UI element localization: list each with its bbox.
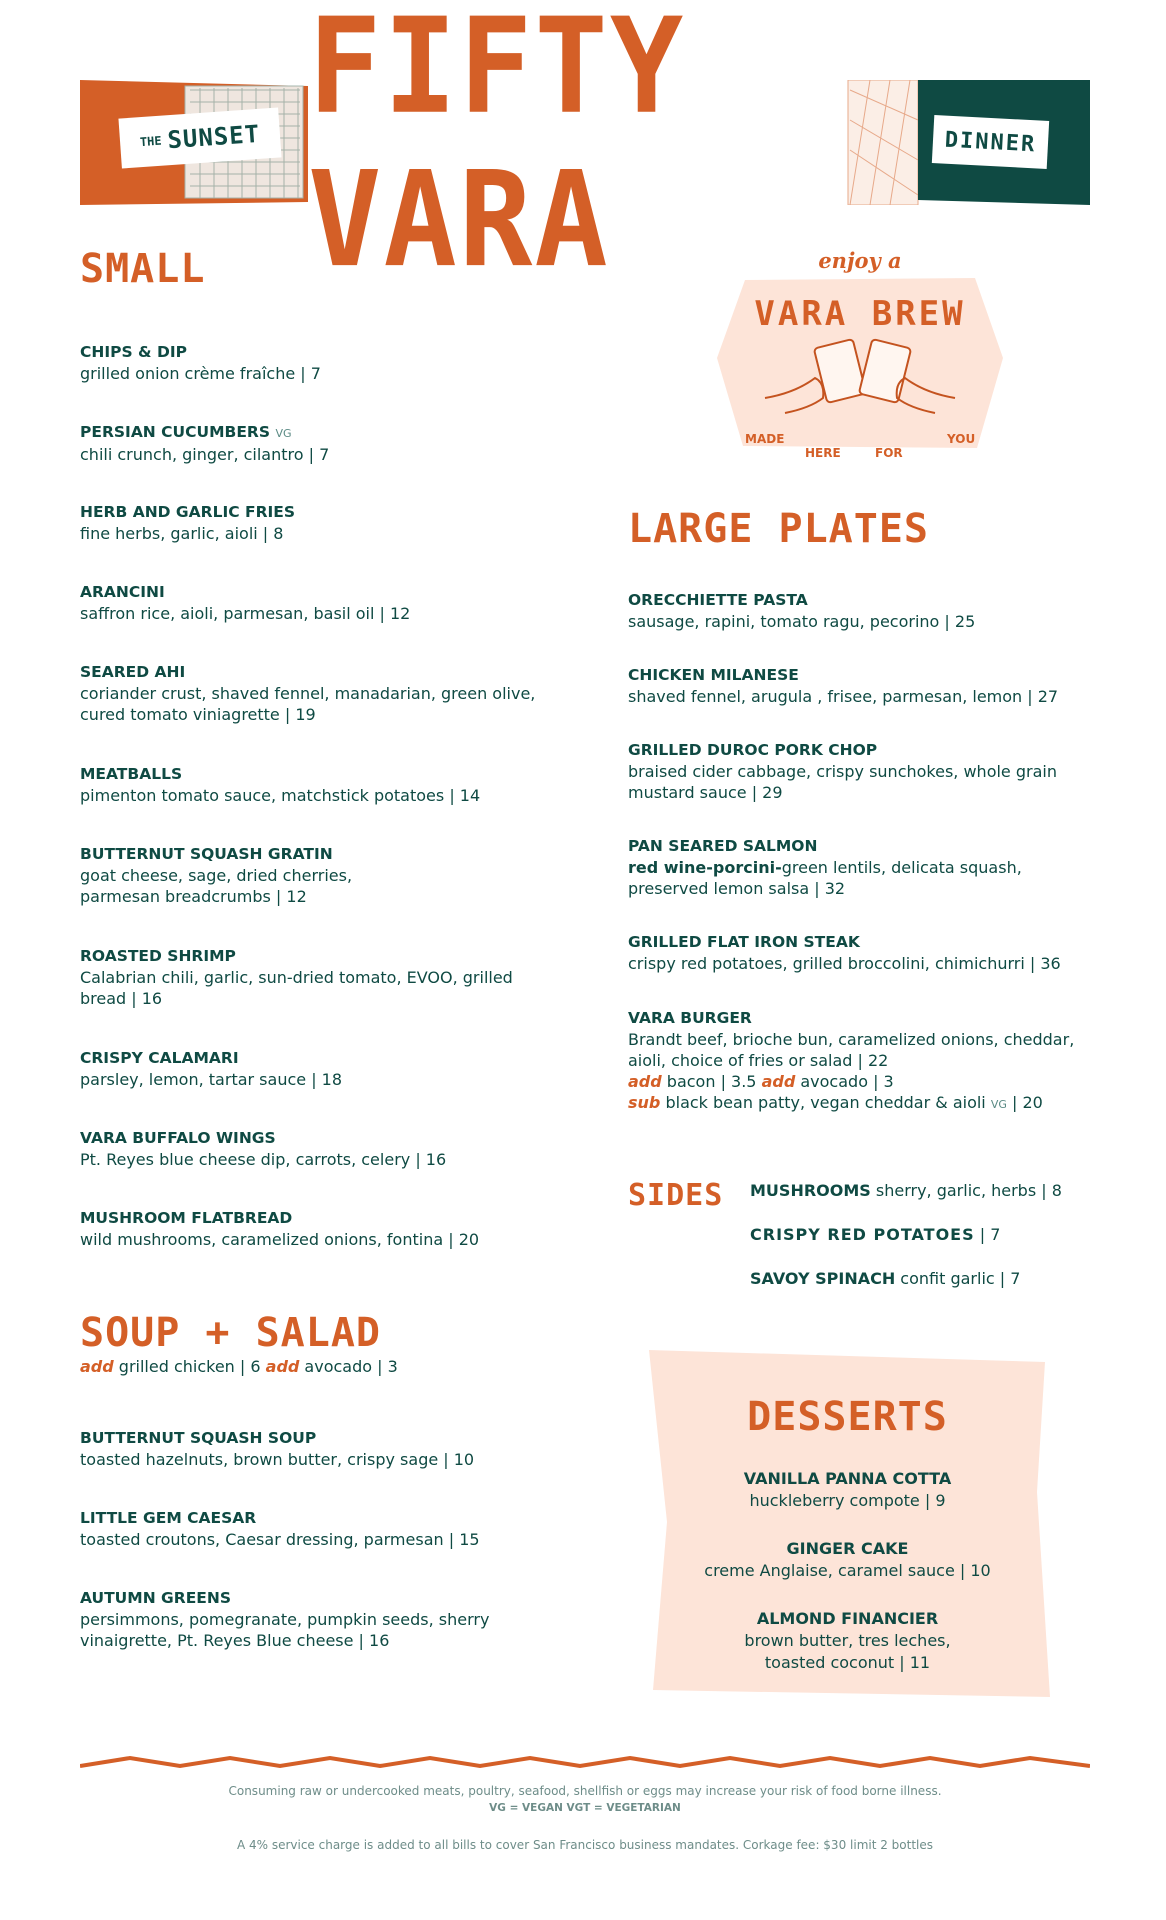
menu-item	[80, 1048, 550, 1090]
zigzag-divider	[80, 1752, 1090, 1772]
item-name: VARA BUFFALO WINGS	[80, 1129, 276, 1147]
item-desc: crispy red potatoes, grilled broccolini, chimichurri | 36	[628, 954, 1061, 973]
dessert-item	[645, 1538, 1050, 1582]
add-label: add	[80, 1357, 114, 1376]
addon-text: bacon | 3.5	[661, 1072, 762, 1091]
item-desc: goat cheese, sage, dried cherries, parmesan breadcrumbs | 12	[80, 866, 353, 906]
item-name: CHIPS & DIP	[80, 343, 187, 361]
side-desc: | 7	[974, 1225, 1001, 1244]
soup-salad-addons	[80, 1356, 550, 1377]
menu-item	[628, 836, 1048, 899]
menu-item	[80, 946, 550, 1009]
item-desc: toasted hazelnuts, brown butter, crispy sage | 10	[80, 1450, 475, 1469]
side-item	[750, 1180, 1090, 1201]
menu-item	[80, 1588, 500, 1651]
item-name: MEATBALLS	[80, 765, 183, 783]
menu-item	[80, 764, 550, 806]
add-label: add	[628, 1072, 662, 1091]
item-name: VARA BURGER	[628, 1009, 752, 1027]
menu-item	[80, 662, 550, 725]
item-name: PAN SEARED SALMON	[628, 837, 818, 855]
vara-brew-badge	[715, 248, 1005, 458]
dessert-desc: creme Anglaise, caramel sauce | 10	[704, 1561, 991, 1580]
side-desc: confit garlic | 7	[895, 1269, 1021, 1288]
sub-text: black bean patty, vegan cheddar & aioli	[660, 1093, 991, 1112]
menu-item	[628, 590, 1098, 632]
menu-item	[80, 1428, 550, 1470]
item-desc: saffron rice, aioli, parmesan, basil oil | 12	[80, 604, 411, 623]
item-desc: Brandt beef, brioche bun, caramelized onions, cheddar, aioli, choice of fries or salad | 22	[628, 1030, 1075, 1070]
item-desc: parsley, lemon, tartar sauce | 18	[80, 1070, 343, 1089]
item-name: CRISPY CALAMARI	[80, 1049, 239, 1067]
item-desc: fine herbs, garlic, aioli | 8	[80, 524, 284, 543]
item-desc: persimmons, pomegranate, pumpkin seeds, sherry vinaigrette, Pt. Reyes Blue cheese | 16	[80, 1610, 490, 1650]
item-desc: braised cider cabbage, crispy sunchokes, whole grain mustard sauce | 29	[628, 762, 1057, 802]
item-desc: grilled onion crème fraîche | 7	[80, 364, 321, 383]
add-label: add	[265, 1357, 300, 1376]
menu-item	[80, 422, 550, 465]
addon-text: grilled chicken | 6	[113, 1357, 266, 1376]
side-item	[750, 1268, 1090, 1289]
service-charge-note: A 4% service charge is added to all bills to cover San Francisco business mandates. Corkage fee: $30 limit 2 bottles	[236, 1838, 934, 1852]
side-name: MUSHROOMS	[750, 1181, 871, 1200]
dessert-desc: brown butter, tres leches,	[744, 1631, 951, 1650]
badge-brand: VARA BREW	[754, 294, 966, 334]
item-name: PERSIAN CUCUMBERS	[80, 423, 271, 441]
item-desc: pimenton tomato sauce, matchstick potatoes | 14	[80, 786, 481, 805]
menu-item	[80, 1208, 550, 1250]
item-desc: Calabrian chili, garlic, sun-dried tomato, EVOO, grilled bread | 16	[80, 968, 513, 1008]
side-desc: sherry, garlic, herbs | 8	[870, 1181, 1062, 1200]
item-desc: Pt. Reyes blue cheese dip, carrots, celery | 16	[80, 1150, 447, 1169]
sides-section-title: SIDES	[628, 1178, 724, 1213]
item-desc-bold: red wine-porcini-	[628, 858, 782, 877]
item-desc: shaved fennel, arugula , frisee, parmesan, lemon | 27	[628, 687, 1059, 706]
item-name: BUTTERNUT SQUASH GRATIN	[80, 845, 333, 863]
menu-item	[80, 342, 550, 384]
badge-made: MADE	[745, 432, 785, 446]
dessert-desc-line2: toasted coconut | 11	[764, 1653, 931, 1672]
item-name: ORECCHIETTE PASTA	[628, 591, 808, 609]
menu-item	[80, 1128, 550, 1170]
item-desc: coriander crust, shaved fennel, manadarian, green olive, cured tomato viniagrette | 19	[80, 684, 536, 724]
dessert-item	[645, 1468, 1050, 1512]
menu-item	[628, 665, 1098, 707]
item-desc: green lentils, delicata squash, preserved lemon salsa | 32	[628, 858, 1022, 898]
dinner-tag: DINNER	[932, 115, 1049, 169]
diet-legend: VG = VEGAN VGT = VEGETARIAN	[489, 1802, 681, 1814]
dessert-name: GINGER CAKE	[786, 1539, 909, 1558]
restaurant-title: FIFTY VARA	[308, 0, 686, 296]
dessert-name: VANILLA PANNA COTTA	[743, 1469, 952, 1488]
addon-text: avocado | 3	[299, 1357, 398, 1376]
addon-text: avocado | 3	[795, 1072, 894, 1091]
side-name: SAVOY SPINACH	[750, 1269, 896, 1288]
small-section-title: SMALL	[80, 246, 206, 292]
menu-item	[80, 502, 550, 544]
dessert-name: ALMOND FINANCIER	[756, 1609, 939, 1628]
badge-script-text: enjoy a	[818, 248, 902, 273]
the-label: THE	[139, 133, 163, 150]
large-plates-section-title: LARGE PLATES	[628, 506, 929, 552]
item-desc: wild mushrooms, caramelized onions, fontina | 20	[80, 1230, 480, 1249]
menu-item	[80, 1508, 550, 1550]
desserts-title: DESSERTS	[747, 1394, 948, 1440]
item-name: GRILLED DUROC PORK CHOP	[628, 741, 878, 759]
desserts-panel	[645, 1342, 1050, 1702]
item-name: CHICKEN MILANESE	[628, 666, 799, 684]
item-name: GRILLED FLAT IRON STEAK	[628, 933, 860, 951]
item-desc: sausage, rapini, tomato ragu, pecorino | 25	[628, 612, 976, 631]
item-name: AUTUMN GREENS	[80, 1589, 232, 1607]
sub-price: | 20	[1006, 1093, 1043, 1112]
sub-label: sub	[628, 1093, 661, 1112]
allergy-disclaimer: Consuming raw or undercooked meats, poultry, seafood, shellfish or eggs may increase your risk of food borne illness.	[228, 1784, 942, 1798]
side-item	[750, 1224, 1090, 1245]
item-name: MUSHROOM FLATBREAD	[80, 1209, 293, 1227]
item-desc: chili crunch, ginger, cilantro | 7	[80, 445, 330, 464]
menu-item	[80, 844, 380, 907]
menu-item	[80, 582, 550, 624]
cheers-illustration	[715, 248, 1005, 458]
menu-item-burger	[628, 1008, 1093, 1115]
item-name: BUTTERNUT SQUASH SOUP	[80, 1429, 317, 1447]
dessert-item	[645, 1608, 1050, 1674]
item-name: ARANCINI	[80, 583, 165, 601]
vegan-tag: VG	[990, 1098, 1007, 1111]
menu-item	[628, 740, 1088, 803]
sunset-label: SUNSET	[166, 119, 262, 155]
dessert-desc: huckleberry compote | 9	[749, 1491, 946, 1510]
side-name: CRISPY RED POTATOES	[750, 1225, 975, 1244]
vegan-tag: VG	[275, 427, 292, 440]
badge-here: HERE	[805, 446, 841, 460]
menu-item	[628, 932, 1098, 974]
item-desc: toasted croutons, Caesar dressing, parmesan | 15	[80, 1530, 480, 1549]
soup-salad-section-title: SOUP + SALAD	[80, 1310, 381, 1356]
add-label: add	[761, 1072, 796, 1091]
badge-you: YOU	[947, 432, 976, 446]
item-name: LITTLE GEM CAESAR	[80, 1509, 257, 1527]
item-name: SEARED AHI	[80, 663, 186, 681]
item-name: ROASTED SHRIMP	[80, 947, 236, 965]
badge-for: FOR	[875, 446, 903, 460]
item-name: HERB AND GARLIC FRIES	[80, 503, 296, 521]
